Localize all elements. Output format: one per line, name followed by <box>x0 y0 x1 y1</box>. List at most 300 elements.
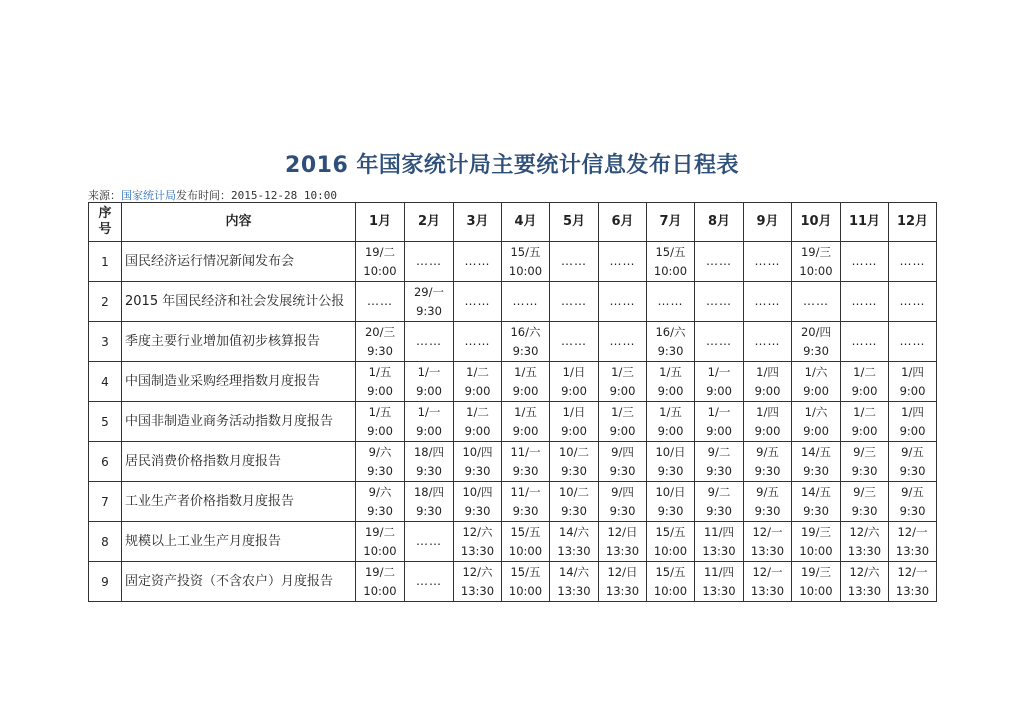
month-header: 3月 <box>454 203 502 242</box>
cell-date: 14/五 <box>800 444 831 459</box>
schedule-cell <box>792 282 841 322</box>
schedule-cell <box>454 562 502 602</box>
schedule-cell <box>599 562 647 602</box>
schedule-cell <box>405 522 454 562</box>
cell-date: 9/三 <box>853 484 876 499</box>
cell-time: 9:00 <box>464 383 491 398</box>
schedule-cell <box>405 362 454 402</box>
cell-time: 10:00 <box>363 543 397 558</box>
cell-time: 13:30 <box>460 543 495 558</box>
schedule-cell <box>454 442 502 482</box>
row-name: 工业生产者价格指数月度报告 <box>122 482 356 522</box>
schedule-cell <box>502 322 550 362</box>
cell-date: 1/二 <box>466 364 489 379</box>
cell-date: 10/四 <box>462 484 493 499</box>
table-row <box>89 562 937 602</box>
cell-date: 1/一 <box>417 364 441 379</box>
schedule-cell <box>744 562 792 602</box>
cell-date: 12/六 <box>462 564 493 579</box>
seq-header-top: 序 <box>98 206 112 221</box>
schedule-cell <box>502 562 550 602</box>
schedule-cell <box>744 522 792 562</box>
schedule-cell <box>599 522 647 562</box>
month-header: 2月 <box>405 203 454 242</box>
cell-date: 18/四 <box>413 484 444 499</box>
schedule-cell <box>792 442 841 482</box>
cell-placeholder: …… <box>803 294 829 308</box>
cell-date: 1/日 <box>562 404 586 419</box>
cell-date: 11/一 <box>510 484 541 499</box>
cell-time: 9:30 <box>754 463 781 478</box>
source-link[interactable]: 国家统计局 <box>121 189 176 202</box>
schedule-cell <box>454 362 502 402</box>
cell-time: 9:00 <box>657 423 684 438</box>
cell-time: 9:00 <box>899 383 926 398</box>
row-seq: 1 <box>89 242 122 282</box>
schedule-cell <box>550 242 599 282</box>
cell-date: 19/三 <box>800 524 831 539</box>
cell-date: 12/一 <box>752 524 783 539</box>
cell-time: 10:00 <box>799 583 833 598</box>
cell-date: 9/五 <box>901 444 924 459</box>
cell-date: 1/一 <box>707 364 731 379</box>
schedule-cell <box>502 522 550 562</box>
cell-time: 13:30 <box>605 543 640 558</box>
cell-date: 11/四 <box>703 564 734 579</box>
schedule-cell <box>647 562 695 602</box>
schedule-cell <box>454 482 502 522</box>
schedule-cell <box>792 362 841 402</box>
schedule-cell <box>405 242 454 282</box>
cell-time: 9:00 <box>754 423 781 438</box>
cell-placeholder: …… <box>416 254 442 268</box>
cell-time: 9:30 <box>851 503 878 518</box>
cell-time: 9:30 <box>367 503 393 518</box>
schedule-cell <box>356 442 405 482</box>
row-seq: 3 <box>89 322 122 362</box>
schedule-cell <box>550 362 599 402</box>
schedule-cell <box>356 562 405 602</box>
schedule-cell <box>695 322 744 362</box>
schedule-cell <box>792 242 841 282</box>
schedule-cell <box>405 402 454 442</box>
schedule-cell <box>550 322 599 362</box>
cell-date: 9/四 <box>611 444 634 459</box>
cell-time: 9:00 <box>609 423 636 438</box>
schedule-cell <box>647 242 695 282</box>
schedule-cell <box>502 402 550 442</box>
page-title: 2016 年国家统计局主要统计信息发布日程表 <box>285 153 739 178</box>
row-seq: 4 <box>89 362 122 402</box>
cell-placeholder: …… <box>899 334 926 348</box>
month-header: 5月 <box>550 203 599 242</box>
cell-date: 15/五 <box>510 564 541 579</box>
month-header: 12月 <box>889 203 937 242</box>
schedule-cell <box>647 522 695 562</box>
cell-date: 15/五 <box>510 244 541 259</box>
cell-date: 15/五 <box>510 524 541 539</box>
schedule-cell <box>550 482 599 522</box>
schedule-cell <box>405 442 454 482</box>
cell-time: 10:00 <box>363 583 397 598</box>
cell-time: 9:00 <box>754 383 781 398</box>
seq-header <box>89 203 122 242</box>
cell-date: 19/三 <box>800 564 831 579</box>
cell-date: 1/日 <box>562 364 586 379</box>
cell-time: 9:30 <box>803 463 829 478</box>
schedule-cell <box>356 362 405 402</box>
cell-date: 1/六 <box>804 364 828 379</box>
cell-date: 9/五 <box>756 484 779 499</box>
cell-time: 9:30 <box>609 503 636 518</box>
cell-time: 10:00 <box>653 543 688 558</box>
schedule-cell <box>647 482 695 522</box>
month-header: 11月 <box>841 203 889 242</box>
cell-date: 10/二 <box>558 484 589 499</box>
cell-date: 1/一 <box>707 404 731 419</box>
cell-date: 1/六 <box>804 404 828 419</box>
cell-time: 9:30 <box>416 303 442 318</box>
header-row <box>89 203 937 242</box>
cell-date: 20/四 <box>800 324 831 339</box>
schedule-cell <box>744 242 792 282</box>
month-header: 6月 <box>599 203 647 242</box>
cell-date: 18/四 <box>413 444 444 459</box>
cell-time: 9:00 <box>851 423 878 438</box>
content-header: 内容 <box>122 203 356 242</box>
cell-time: 9:30 <box>754 503 781 518</box>
cell-date: 19/二 <box>364 564 395 579</box>
cell-date: 12/日 <box>607 524 638 539</box>
cell-date: 9/二 <box>707 484 731 499</box>
row-name: 固定资产投资（不含农户）月度报告 <box>122 562 356 602</box>
cell-time: 10:00 <box>508 583 543 598</box>
cell-date: 15/五 <box>655 524 686 539</box>
cell-time: 13:30 <box>605 583 640 598</box>
cell-time: 9:00 <box>416 423 442 438</box>
cell-date: 14/六 <box>558 564 589 579</box>
cell-time: 13:30 <box>847 583 882 598</box>
cell-placeholder: …… <box>561 254 587 268</box>
cell-time: 9:00 <box>512 383 539 398</box>
cell-date: 15/五 <box>655 564 686 579</box>
schedule-cell <box>599 242 647 282</box>
cell-time: 9:30 <box>609 463 636 478</box>
cell-date: 12/六 <box>462 524 493 539</box>
cell-time: 9:30 <box>561 463 587 478</box>
schedule-cell <box>695 242 744 282</box>
row-seq: 7 <box>89 482 122 522</box>
cell-time: 9:30 <box>899 503 926 518</box>
source-prefix: 来源： <box>88 189 121 202</box>
schedule-cell <box>744 402 792 442</box>
cell-placeholder: …… <box>416 574 442 588</box>
table-row <box>89 362 937 402</box>
cell-date: 1/五 <box>659 364 682 379</box>
cell-placeholder: …… <box>754 294 781 308</box>
schedule-cell <box>792 402 841 442</box>
cell-time: 9:30 <box>803 343 829 358</box>
cell-placeholder: …… <box>609 254 636 268</box>
cell-date: 1/二 <box>853 364 876 379</box>
schedule-cell <box>405 562 454 602</box>
cell-time: 9:00 <box>899 423 926 438</box>
schedule-cell <box>889 522 937 562</box>
schedule-cell <box>744 282 792 322</box>
cell-time: 13:30 <box>460 583 495 598</box>
row-name: 2015 年国民经济和社会发展统计公报 <box>122 282 356 322</box>
schedule-cell <box>502 242 550 282</box>
cell-placeholder: …… <box>899 294 926 308</box>
cell-placeholder: …… <box>512 294 539 308</box>
cell-date: 1/一 <box>417 404 441 419</box>
schedule-cell <box>841 562 889 602</box>
schedule-cell <box>889 442 937 482</box>
schedule-cell <box>356 242 405 282</box>
table-row <box>89 402 937 442</box>
schedule-cell <box>356 322 405 362</box>
schedule-cell <box>599 482 647 522</box>
cell-date: 15/五 <box>655 244 686 259</box>
cell-date: 10/日 <box>655 444 686 459</box>
cell-time: 9:30 <box>512 463 539 478</box>
schedule-cell <box>695 442 744 482</box>
cell-date: 9/三 <box>853 444 876 459</box>
cell-time: 9:00 <box>512 423 539 438</box>
schedule-cell <box>599 362 647 402</box>
cell-date: 9/五 <box>756 444 779 459</box>
cell-placeholder: …… <box>609 334 636 348</box>
cell-date: 12/一 <box>752 564 783 579</box>
cell-time: 10:00 <box>799 543 833 558</box>
cell-time: 9:00 <box>851 383 878 398</box>
schedule-cell <box>454 522 502 562</box>
source-line <box>88 187 337 203</box>
cell-time: 9:30 <box>561 503 587 518</box>
cell-date: 9/六 <box>368 484 392 499</box>
schedule-cell <box>889 282 937 322</box>
cell-date: 14/六 <box>558 524 589 539</box>
row-name: 居民消费价格指数月度报告 <box>122 442 356 482</box>
schedule-cell <box>889 322 937 362</box>
cell-date: 19/二 <box>364 244 395 259</box>
schedule-cell <box>695 362 744 402</box>
table-row <box>89 322 937 362</box>
cell-date: 14/五 <box>800 484 831 499</box>
cell-time: 13:30 <box>895 543 930 558</box>
month-header: 1月 <box>356 203 405 242</box>
cell-placeholder: …… <box>899 254 926 268</box>
schedule-cell <box>356 402 405 442</box>
schedule-cell <box>405 322 454 362</box>
schedule-cell <box>841 282 889 322</box>
schedule-cell <box>792 522 841 562</box>
cell-date: 9/五 <box>901 484 924 499</box>
cell-time: 13:30 <box>557 543 591 558</box>
cell-time: 9:30 <box>657 463 684 478</box>
cell-time: 9:00 <box>706 423 732 438</box>
cell-date: 1/五 <box>368 404 392 419</box>
schedule-cell <box>356 482 405 522</box>
cell-date: 1/三 <box>611 364 634 379</box>
cell-time: 10:00 <box>363 263 397 278</box>
cell-placeholder: …… <box>706 254 732 268</box>
cell-time: 9:30 <box>512 343 539 358</box>
schedule-cell <box>502 482 550 522</box>
schedule-cell <box>695 482 744 522</box>
table-row <box>89 442 937 482</box>
cell-time: 9:30 <box>416 503 442 518</box>
row-seq: 9 <box>89 562 122 602</box>
cell-time: 9:30 <box>464 463 491 478</box>
table-body <box>89 242 937 602</box>
schedule-cell <box>454 322 502 362</box>
cell-date: 16/六 <box>655 324 686 339</box>
cell-time: 13:30 <box>750 583 785 598</box>
cell-placeholder: …… <box>657 294 684 308</box>
cell-date: 9/四 <box>611 484 634 499</box>
cell-time: 9:00 <box>367 423 393 438</box>
cell-placeholder: …… <box>464 254 491 268</box>
cell-date: 1/五 <box>514 364 537 379</box>
schedule-cell <box>889 482 937 522</box>
schedule-cell <box>647 282 695 322</box>
schedule-cell <box>841 362 889 402</box>
schedule-cell <box>744 442 792 482</box>
schedule-cell <box>841 402 889 442</box>
cell-date: 10/四 <box>462 444 493 459</box>
schedule-cell <box>889 362 937 402</box>
row-name: 中国制造业采购经理指数月度报告 <box>122 362 356 402</box>
schedule-cell <box>695 402 744 442</box>
cell-time: 9:30 <box>899 463 926 478</box>
cell-placeholder: …… <box>851 334 878 348</box>
cell-time: 13:30 <box>702 583 736 598</box>
row-name: 中国非制造业商务活动指数月度报告 <box>122 402 356 442</box>
cell-date: 1/四 <box>901 404 924 419</box>
table-row <box>89 522 937 562</box>
cell-time: 9:30 <box>367 343 393 358</box>
schedule-cell <box>647 402 695 442</box>
cell-time: 9:30 <box>657 343 684 358</box>
row-seq: 6 <box>89 442 122 482</box>
cell-date: 9/二 <box>707 444 731 459</box>
month-header: 8月 <box>695 203 744 242</box>
schedule-cell <box>454 282 502 322</box>
cell-time: 10:00 <box>508 543 543 558</box>
cell-date: 16/六 <box>510 324 541 339</box>
cell-time: 9:00 <box>706 383 732 398</box>
schedule-cell <box>792 482 841 522</box>
cell-date: 1/四 <box>756 364 779 379</box>
cell-time: 13:30 <box>895 583 930 598</box>
schedule-cell <box>550 442 599 482</box>
row-seq: 8 <box>89 522 122 562</box>
schedule-cell <box>841 522 889 562</box>
cell-date: 12/六 <box>849 564 880 579</box>
cell-time: 9:30 <box>367 463 393 478</box>
schedule-cell <box>889 242 937 282</box>
cell-time: 9:00 <box>803 383 829 398</box>
cell-time: 9:00 <box>609 383 636 398</box>
table-row <box>89 282 937 322</box>
schedule-cell <box>550 522 599 562</box>
schedule-cell <box>841 442 889 482</box>
month-header: 10月 <box>792 203 841 242</box>
cell-date: 20/三 <box>364 324 395 339</box>
month-header: 4月 <box>502 203 550 242</box>
schedule-cell <box>841 242 889 282</box>
schedule-cell <box>405 282 454 322</box>
cell-date: 10/二 <box>558 444 589 459</box>
cell-time: 9:00 <box>464 423 491 438</box>
schedule-cell <box>599 402 647 442</box>
cell-date: 1/五 <box>514 404 537 419</box>
schedule-cell <box>356 282 405 322</box>
cell-date: 1/三 <box>611 404 634 419</box>
row-name: 季度主要行业增加值初步核算报告 <box>122 322 356 362</box>
cell-date: 1/四 <box>901 364 924 379</box>
cell-date: 12/一 <box>897 524 928 539</box>
schedule-cell <box>695 562 744 602</box>
schedule-cell <box>550 402 599 442</box>
cell-date: 11/四 <box>703 524 734 539</box>
row-seq: 2 <box>89 282 122 322</box>
cell-date: 9/六 <box>368 444 392 459</box>
schedule-table <box>88 202 937 602</box>
cell-time: 10:00 <box>508 263 543 278</box>
schedule-cell <box>502 442 550 482</box>
cell-time: 9:00 <box>416 383 442 398</box>
cell-placeholder: …… <box>367 294 393 308</box>
seq-header-bottom: 号 <box>98 222 112 237</box>
cell-placeholder: …… <box>706 294 732 308</box>
schedule-cell <box>841 482 889 522</box>
schedule-cell <box>889 562 937 602</box>
table-row <box>89 482 937 522</box>
cell-date: 11/一 <box>510 444 541 459</box>
schedule-cell <box>454 242 502 282</box>
schedule-cell <box>550 562 599 602</box>
schedule-cell <box>889 402 937 442</box>
cell-time: 13:30 <box>750 543 785 558</box>
publish-time-label: 发布时间： <box>176 189 231 202</box>
schedule-cell <box>454 402 502 442</box>
row-seq: 5 <box>89 402 122 442</box>
schedule-cell <box>550 282 599 322</box>
cell-date: 10/日 <box>655 484 686 499</box>
cell-placeholder: …… <box>609 294 636 308</box>
cell-time: 9:30 <box>464 503 491 518</box>
cell-time: 9:30 <box>706 503 732 518</box>
cell-time: 9:30 <box>657 503 684 518</box>
cell-time: 9:30 <box>512 503 539 518</box>
schedule-cell <box>647 442 695 482</box>
schedule-cell <box>744 362 792 402</box>
cell-date: 12/日 <box>607 564 638 579</box>
schedule-cell <box>599 282 647 322</box>
cell-time: 9:00 <box>561 423 587 438</box>
cell-time: 9:00 <box>561 383 587 398</box>
schedule-cell <box>744 322 792 362</box>
cell-time: 9:30 <box>706 463 732 478</box>
month-header: 7月 <box>647 203 695 242</box>
schedule-cell <box>502 362 550 402</box>
schedule-cell <box>695 282 744 322</box>
cell-placeholder: …… <box>851 294 878 308</box>
schedule-cell <box>647 322 695 362</box>
schedule-cell <box>792 562 841 602</box>
